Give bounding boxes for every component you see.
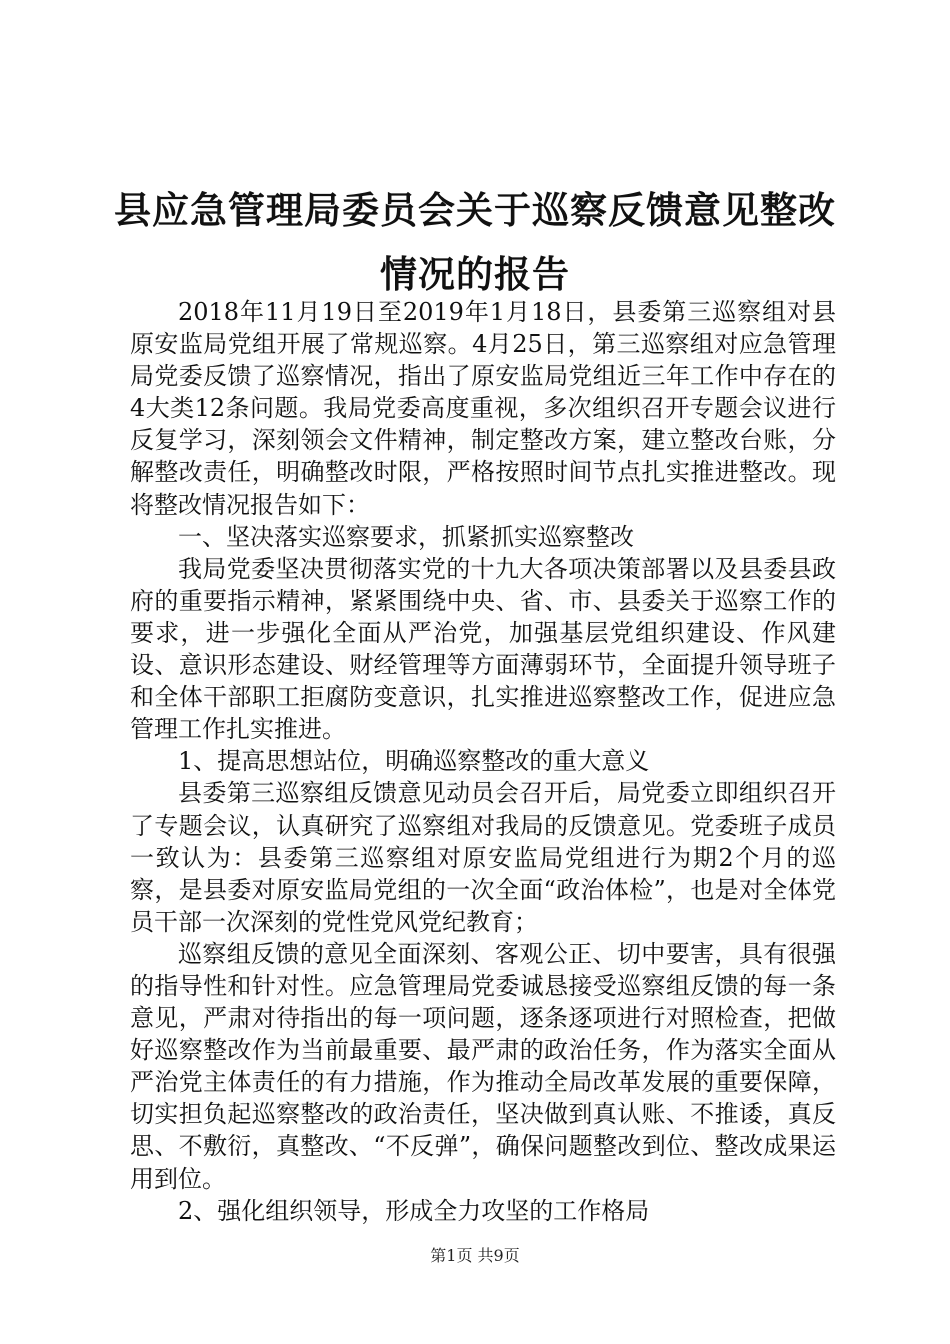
paragraph-section-1: 我局党委坚决贯彻落实党的十九大各项决策部署以及县委县政府的重要指示精神，紧紧围绕中央、省、市、县委关于巡察工作的要求，进一步强化全面从严治党，加强基层党组织建设、作风建设、意识形态建设、财经管理等方面薄弱环节，全面提升领导班子和全体干部职工拒腐防变意识，扎实推进巡察整改工作，促进应急管理工作扎实推进。 xyxy=(130,554,836,744)
heading-subsection-1: 1、提高思想站位，明确巡察整改的重大意义 xyxy=(178,747,650,776)
paragraph-subsection-1-b: 巡察组反馈的意见全面深刻、客观公正、切中要害，具有很强的指导性和针对性。应急管理局党委诚恳接受巡察组反馈的每一条意见，严肃对待指出的每一项问题，逐条逐项进行对照检查，把做好巡察整改作为当前最重要、最严肃的政治任务，作为落实全面从严治党主体责任的有力措施，作为推动全局改革发展的重要保障，切实担负起巡察整改的政治责任，坚决做到真认账、不推诿，真反思、不敷衍，真整改、“不反弹”，确保问题整改到位、整改成果运用到位。 xyxy=(130,939,836,1193)
paragraph-subsection-1-a: 县委第三巡察组反馈意见动员会召开后，局党委立即组织召开了专题会议，认真研究了巡察组对我局的反馈意见。党委班子成员一致认为：县委第三巡察组对原安监局党组进行为期2个月的巡察，是县委对原安监局党组的一次全面“政治体检”，也是对全体党员干部一次深刻的党性党风党纪教育； xyxy=(130,779,836,936)
page-number-footer: 第1页 共9页 xyxy=(430,1246,520,1265)
document-title: 县应急管理局委员会关于巡察反馈意见整改情况的报告 xyxy=(114,188,836,296)
paragraph-intro: 2018年11月19日至2019年1月18日，县委第三巡察组对县原安监局党组开展了常规巡察。4月25日，第三巡察组对应急管理局党委反馈了巡察情况，指出了原安监局党组近三年工作中存在的4大类12条问题。我局党委高度重视，多次组织召开专题会议进行反复学习，深刻领会文件精神，制定整改方案，建立整改台账，分解整改责任，明确整改时限，严格按照时间节点扎实推进整改。现将整改情况报告如下： xyxy=(130,298,836,519)
heading-section-1: 一、坚决落实巡察要求，抓紧抓实巡察整改 xyxy=(178,522,634,551)
document-body xyxy=(130,296,836,1227)
heading-subsection-2: 2、强化组织领导，形成全力攻坚的工作格局 xyxy=(178,1196,650,1225)
